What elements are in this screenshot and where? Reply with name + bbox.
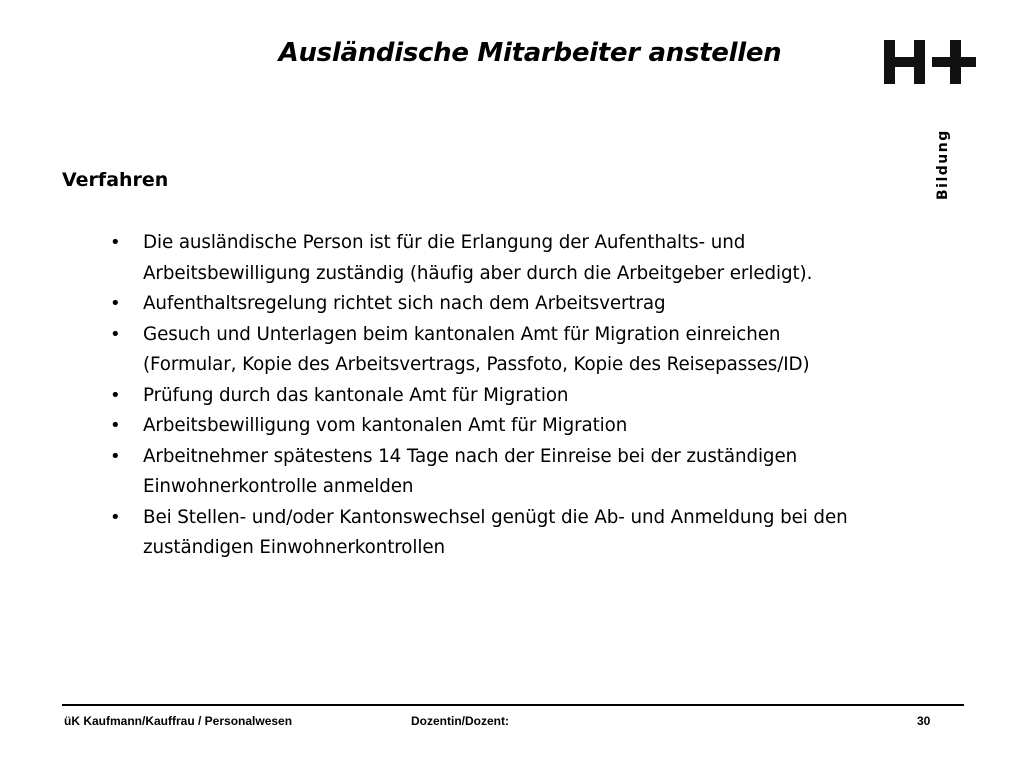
- h-plus-bildung-logo: [880, 36, 980, 200]
- bullet-dot: •: [110, 384, 121, 406]
- slide-title: Ausländische Mitarbeiter anstellen: [278, 38, 782, 68]
- bullet-dot: •: [110, 293, 121, 314]
- section-heading: Verfahren: [62, 169, 169, 191]
- bullet-text-line: (Formular, Kopie des Arbeitsvertrags, Passfoto, Kopie des Reisepasses/ID): [143, 354, 810, 375]
- bullet-text-line: Aufenthaltsregelung richtet sich nach dem Arbeitsvertrag: [143, 293, 666, 314]
- footer-divider: [62, 704, 964, 706]
- bullet-text-line: zuständigen Einwohnerkontrollen: [143, 537, 445, 558]
- bullet-text-line: Einwohnerkontrolle anmelden: [143, 476, 414, 497]
- bullet-text-line: Arbeitsbewilligung zuständig (häufig aber durch die Arbeitgeber erledigt).: [143, 262, 813, 284]
- bullet-item: [110, 320, 990, 381]
- bullet-dot: •: [110, 232, 121, 253]
- logo-wordmark: [935, 106, 975, 206]
- bullet-text-line: Gesuch und Unterlagen beim kantonalen Amt für Migration einreichen: [143, 323, 781, 345]
- bullet-text-line: Prüfung durch das kantonale Amt für Migration: [143, 384, 569, 406]
- logo-wordmark-text: Bildung: [935, 129, 951, 200]
- footer-lecturer: Dozentin/Dozent:: [411, 714, 509, 728]
- footer-page-number: 30: [917, 714, 931, 728]
- bullet-text-line: Arbeitsbewilligung vom kantonalen Amt für Migration: [143, 415, 628, 436]
- bullet-dot: •: [110, 323, 121, 345]
- footer-course: üK Kaufmann/Kauffrau / Personalwesen: [64, 714, 293, 728]
- bullet-dot: •: [110, 415, 121, 436]
- bullet-item: [110, 442, 990, 503]
- bullet-item: [110, 228, 990, 289]
- bullet-item: [110, 289, 990, 320]
- bullet-text-line: Bei Stellen- und/oder Kantonswechsel genügt die Ab- und Anmeldung bei den: [143, 506, 848, 528]
- bullet-item: [110, 381, 990, 412]
- bullet-text-line: Die ausländische Person ist für die Erlangung der Aufenthalts- und: [143, 232, 746, 253]
- bullet-list: [110, 228, 990, 564]
- bullet-dot: •: [110, 445, 121, 467]
- bullet-text-line: Arbeitnehmer spätestens 14 Tage nach der Einreise bei der zuständigen: [143, 445, 798, 467]
- h-plus-logo-mark: [880, 36, 980, 96]
- bullet-item: [110, 503, 990, 564]
- bullet-dot: •: [110, 506, 121, 528]
- bullet-item: [110, 411, 990, 442]
